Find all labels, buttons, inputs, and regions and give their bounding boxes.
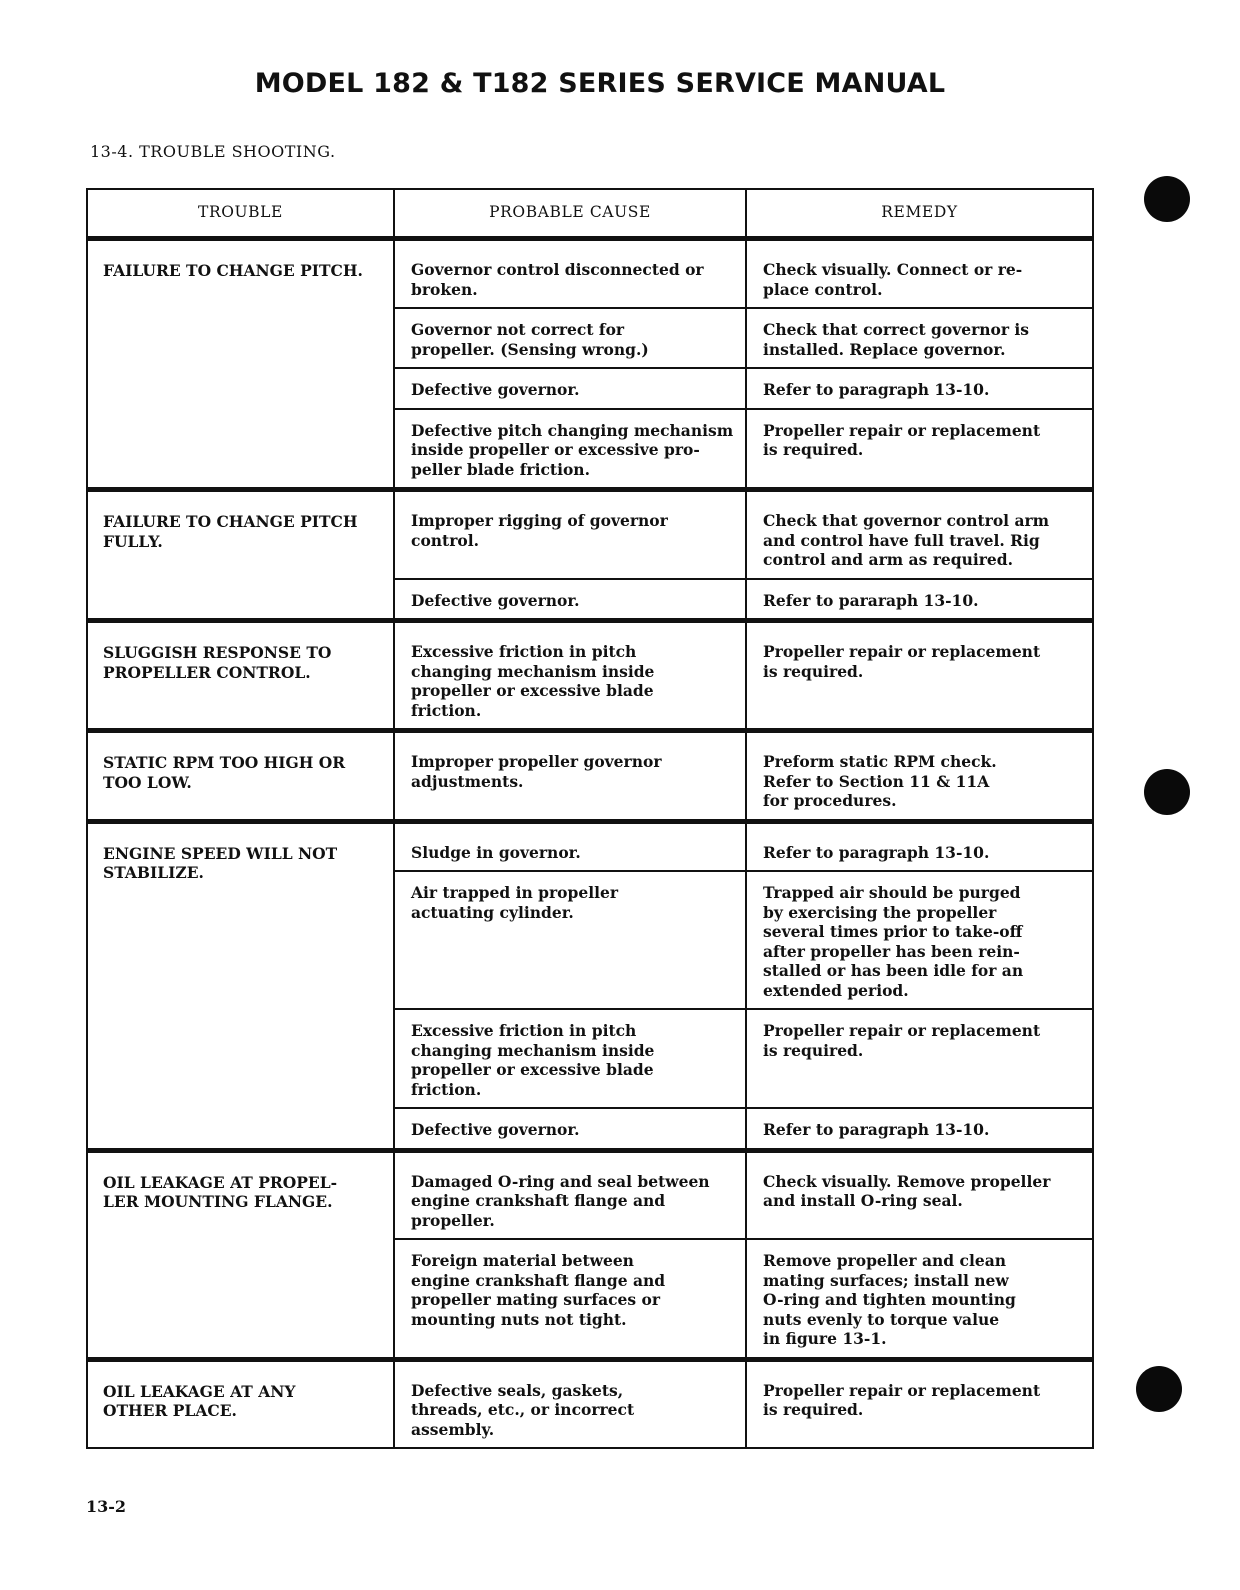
troubleshooting-table — [86, 188, 1094, 1449]
remedy-cell: Propeller repair or replacement is required. — [746, 409, 1093, 490]
remedy-cell: Refer to pararaph 13-10. — [746, 579, 1093, 621]
remedy-cell: Refer to paragraph 13-10. — [746, 1108, 1093, 1150]
probable-cause-cell: Governor control disconnected or broken. — [394, 239, 746, 309]
probable-cause-cell: Foreign material between engine crankshaft flange and propeller mating surfaces or mounting nuts not tight. — [394, 1239, 746, 1359]
remedy-cell: Refer to paragraph 13-10. — [746, 821, 1093, 871]
column-header-probable-cause: PROBABLE CAUSE — [394, 189, 746, 239]
trouble-cell: OIL LEAKAGE AT PROPEL- LER MOUNTING FLANGE. — [87, 1150, 394, 1359]
probable-cause-cell: Defective governor. — [394, 368, 746, 409]
probable-cause-cell: Excessive friction in pitch changing mechanism inside propeller or excessive blade friction. — [394, 621, 746, 731]
trouble-cell: FAILURE TO CHANGE PITCH. — [87, 239, 394, 490]
table-row — [87, 1359, 1093, 1448]
table-header-row — [87, 189, 1093, 239]
binder-holes — [1136, 0, 1196, 1590]
trouble-cell: SLUGGISH RESPONSE TO PROPELLER CONTROL. — [87, 621, 394, 731]
binder-hole-bottom — [1136, 1366, 1182, 1412]
remedy-cell: Remove propeller and clean mating surfaces; install new O-ring and tighten mounting nuts evenly to torque value in figure 13-1. — [746, 1239, 1093, 1359]
probable-cause-cell: Damaged O-ring and seal between engine crankshaft flange and propeller. — [394, 1150, 746, 1239]
table-row — [87, 490, 1093, 579]
table-row — [87, 821, 1093, 871]
section-heading: 13-4. TROUBLE SHOOTING. — [90, 142, 336, 161]
table-row — [87, 1150, 1093, 1239]
probable-cause-cell: Defective governor. — [394, 579, 746, 621]
probable-cause-cell: Sludge in governor. — [394, 821, 746, 871]
remedy-cell: Trapped air should be purged by exercising the propeller several times prior to take-off after propeller has been rein- stalled or has been idle for an extended period. — [746, 871, 1093, 1009]
remedy-cell: Propeller repair or replacement is required. — [746, 1009, 1093, 1108]
trouble-cell: FAILURE TO CHANGE PITCH FULLY. — [87, 490, 394, 621]
remedy-cell: Check that correct governor is installed. Replace governor. — [746, 308, 1093, 368]
probable-cause-cell: Defective governor. — [394, 1108, 746, 1150]
remedy-cell: Propeller repair or replacement is required. — [746, 621, 1093, 731]
binder-hole-top — [1144, 176, 1190, 222]
remedy-cell: Preform static RPM check. Refer to Section 11 & 11A for procedures. — [746, 731, 1093, 822]
table-row — [87, 239, 1093, 309]
probable-cause-cell: Defective pitch changing mechanism inside propeller or excessive pro- peller blade friction. — [394, 409, 746, 490]
trouble-cell: STATIC RPM TOO HIGH OR TOO LOW. — [87, 731, 394, 822]
table-row — [87, 731, 1093, 822]
probable-cause-cell: Improper rigging of governor control. — [394, 490, 746, 579]
probable-cause-cell: Governor not correct for propeller. (Sensing wrong.) — [394, 308, 746, 368]
probable-cause-cell: Defective seals, gaskets, threads, etc., or incorrect assembly. — [394, 1359, 746, 1448]
page-number: 13-2 — [86, 1497, 127, 1516]
probable-cause-cell: Improper propeller governor adjustments. — [394, 731, 746, 822]
table-body — [87, 239, 1093, 1449]
remedy-cell: Propeller repair or replacement is required. — [746, 1359, 1093, 1448]
remedy-cell: Check visually. Remove propeller and install O-ring seal. — [746, 1150, 1093, 1239]
table-row — [87, 621, 1093, 731]
remedy-cell: Check visually. Connect or re- place control. — [746, 239, 1093, 309]
binder-hole-middle — [1144, 769, 1190, 815]
trouble-cell: ENGINE SPEED WILL NOT STABILIZE. — [87, 821, 394, 1150]
probable-cause-cell: Air trapped in propeller actuating cylinder. — [394, 871, 746, 1009]
column-header-trouble: TROUBLE — [87, 189, 394, 239]
page-title: MODEL 182 & T182 SERIES SERVICE MANUAL — [254, 68, 946, 99]
probable-cause-cell: Excessive friction in pitch changing mechanism inside propeller or excessive blade friction. — [394, 1009, 746, 1108]
remedy-cell: Check that governor control arm and control have full travel. Rig control and arm as required. — [746, 490, 1093, 579]
trouble-cell: OIL LEAKAGE AT ANY OTHER PLACE. — [87, 1359, 394, 1448]
remedy-cell: Refer to paragraph 13-10. — [746, 368, 1093, 409]
column-header-remedy: REMEDY — [746, 189, 1093, 239]
